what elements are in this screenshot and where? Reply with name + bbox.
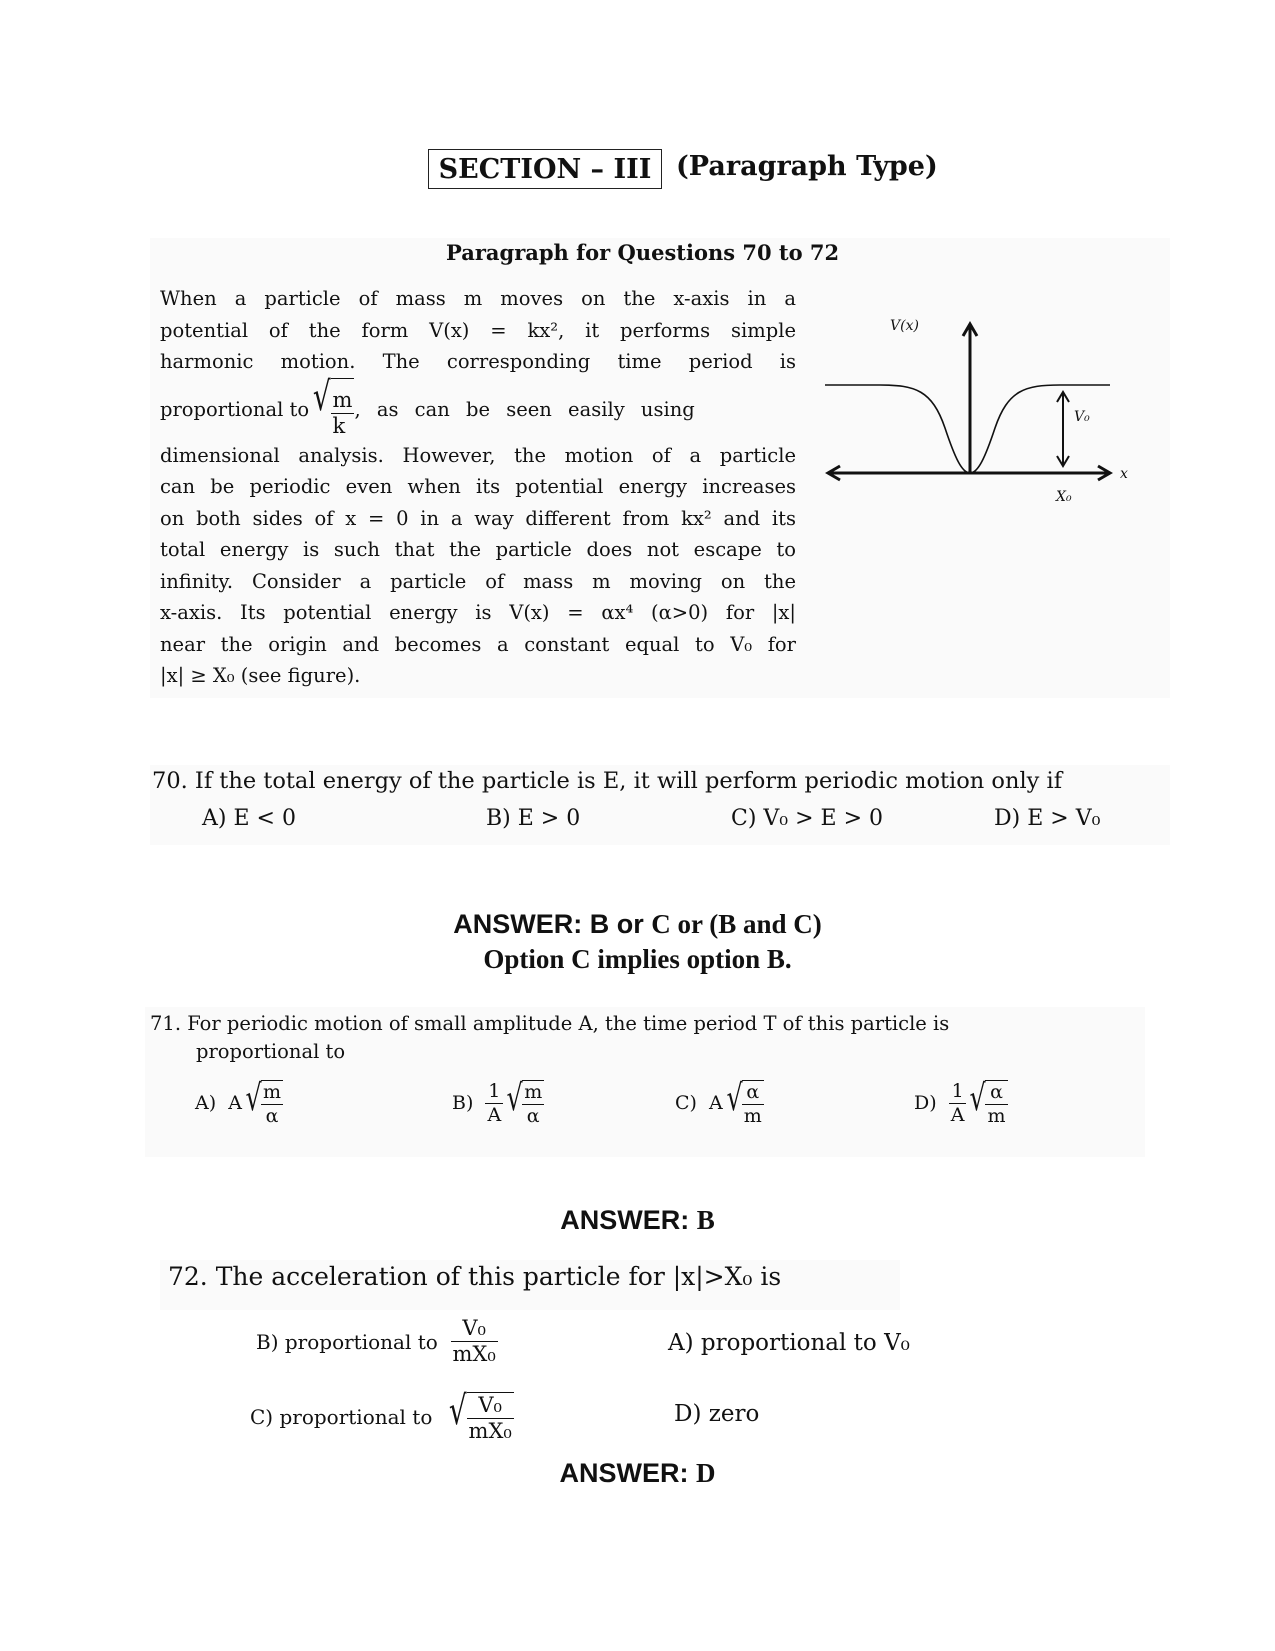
q71-stem xyxy=(150,1010,949,1066)
q71-option-label: A) xyxy=(195,1092,217,1114)
paragraph-line: dimensional analysis. However, the motion of a particle xyxy=(160,443,796,467)
q72-option-b-text: B) proportional to xyxy=(256,1329,438,1354)
paragraph-line: potential of the form V(x) = kx², it performs simple xyxy=(160,318,796,342)
paragraph-line: , as can be seen easily using xyxy=(354,397,695,421)
paragraph-line: When a particle of mass m moves on the x-axis in a xyxy=(160,287,796,310)
q71-option-label: C) xyxy=(675,1092,697,1114)
q71-option-coef: A xyxy=(709,1092,723,1114)
paragraph-line: near the origin and becomes a constant equal to V₀ for xyxy=(160,632,796,656)
answer-71-value: B xyxy=(696,1205,715,1235)
q70-option-c[interactable]: C) V₀ > E > 0 xyxy=(731,806,884,831)
q71-coef-den: A xyxy=(487,1103,502,1126)
paragraph-line: can be periodic even when its potential energy increases xyxy=(160,475,796,498)
q71-option-label: B) xyxy=(452,1092,474,1114)
q71-option-a[interactable]: A) A √ $\frac{m}{\alpha}$ xyxy=(195,1077,281,1127)
q70-option-d[interactable]: D) E > V₀ xyxy=(994,806,1101,831)
sqrt-denominator: k xyxy=(332,413,346,438)
q72-option-b[interactable] xyxy=(256,1318,498,1365)
answer-70-key: ANSWER: B or xyxy=(453,909,652,939)
q72-option-d[interactable] xyxy=(674,1401,759,1427)
q71-den: α xyxy=(265,1105,279,1127)
potential-energy-figure xyxy=(820,318,1150,508)
answer-72-key: ANSWER: xyxy=(559,1458,696,1488)
q72-option-a-text: A) proportional to V₀ xyxy=(668,1330,910,1356)
q71-option-coef: A xyxy=(228,1092,242,1114)
q71-den: m xyxy=(987,1105,1006,1127)
q71-num: m xyxy=(262,1081,281,1103)
q71-den: α xyxy=(526,1105,540,1127)
paragraph-line: on both sides of x = 0 in a way different from kx² and its xyxy=(160,506,796,530)
x-axis-label: x xyxy=(1120,466,1128,482)
x0-label: X₀ xyxy=(1056,489,1072,505)
q71-option-c[interactable]: C) A √ $\frac{\alpha}{m}$ xyxy=(675,1077,762,1127)
q71-num: α xyxy=(742,1083,764,1105)
q71-stem-line: 71. For periodic motion of small amplitude A, the time period T of this particle is xyxy=(150,1012,950,1035)
paragraph-line-with-root xyxy=(160,373,796,440)
section-type: (Paragraph Type) xyxy=(676,151,938,182)
v0-label: V₀ xyxy=(1074,409,1090,425)
q72-options xyxy=(236,1318,976,1468)
q71-coef-num: 1 xyxy=(485,1082,503,1104)
answer-70-value: C or (B and C) xyxy=(651,909,822,939)
answer-70-note xyxy=(0,944,1275,975)
q71-num: m xyxy=(524,1081,543,1103)
sqrt-m-over-k: √ $\frac{m}{k}$ xyxy=(309,378,354,443)
y-axis-label: V(x) xyxy=(890,318,919,334)
q72-option-a[interactable] xyxy=(668,1330,910,1356)
answer-72 xyxy=(0,1458,1275,1489)
q71-option-label: D) xyxy=(914,1092,937,1114)
q72-option-c-text: C) proportional to xyxy=(250,1405,433,1429)
q70-option-b[interactable]: B) E > 0 xyxy=(486,806,581,831)
section-label: SECTION – III xyxy=(428,149,662,189)
q71-option-d[interactable]: D) $\frac{1}{A}$ √ $\frac{\alpha}{m}$ xyxy=(914,1077,1006,1127)
paragraph-title: Paragraph for Questions 70 to 72 xyxy=(446,240,840,265)
q72-c-den: mX₀ xyxy=(468,1419,512,1443)
answer-71 xyxy=(0,1205,1275,1236)
paragraph-line: infinity. Consider a particle of mass m moving on the xyxy=(160,569,796,593)
q71-den: m xyxy=(743,1105,762,1127)
paragraph-line: proportional to xyxy=(160,397,310,421)
answer-71-key: ANSWER: xyxy=(560,1205,697,1235)
sqrt-numerator: m xyxy=(332,387,353,412)
q71-num: α xyxy=(985,1083,1007,1105)
answer-70-note-text: Option C implies option B. xyxy=(483,944,792,974)
paragraph-line: x-axis. Its potential energy is V(x) = αx⁴ (α>0) for |x| xyxy=(160,601,796,624)
q72-b-num: V₀ xyxy=(451,1318,498,1342)
paragraph-line: total energy is such that the particle does not escape to xyxy=(160,538,796,561)
q72-c-num: V₀ xyxy=(467,1395,514,1419)
q71-stem-line: proportional to xyxy=(196,1040,346,1063)
q72-option-c[interactable]: C) proportional to √ $\frac{\text{V₀}}{\text{mX₀}}$ xyxy=(250,1388,512,1443)
q71-coef-num: 1 xyxy=(949,1082,967,1104)
q70-option-a[interactable]: A) E < 0 xyxy=(202,806,296,831)
q71-option-b[interactable]: B) $\frac{1}{A}$ √ $\frac{m}{\alpha}$ xyxy=(452,1077,543,1127)
paragraph-text xyxy=(160,283,796,692)
answer-72-value: D xyxy=(696,1458,716,1488)
q72-stem: 72. The acceleration of this particle for |x|>X₀ is xyxy=(168,1262,782,1291)
q71-coef-den: A xyxy=(950,1103,965,1126)
paragraph-line: |x| ≥ X₀ (see figure). xyxy=(160,664,361,687)
answer-70 xyxy=(0,909,1275,940)
q72-option-d-text: D) zero xyxy=(674,1401,760,1427)
q72-b-den: mX₀ xyxy=(452,1342,496,1366)
paragraph-line: harmonic motion. The corresponding time period is xyxy=(160,350,796,373)
q70-stem: 70. If the total energy of the particle is E, it will perform periodic motion only if xyxy=(152,768,1063,794)
